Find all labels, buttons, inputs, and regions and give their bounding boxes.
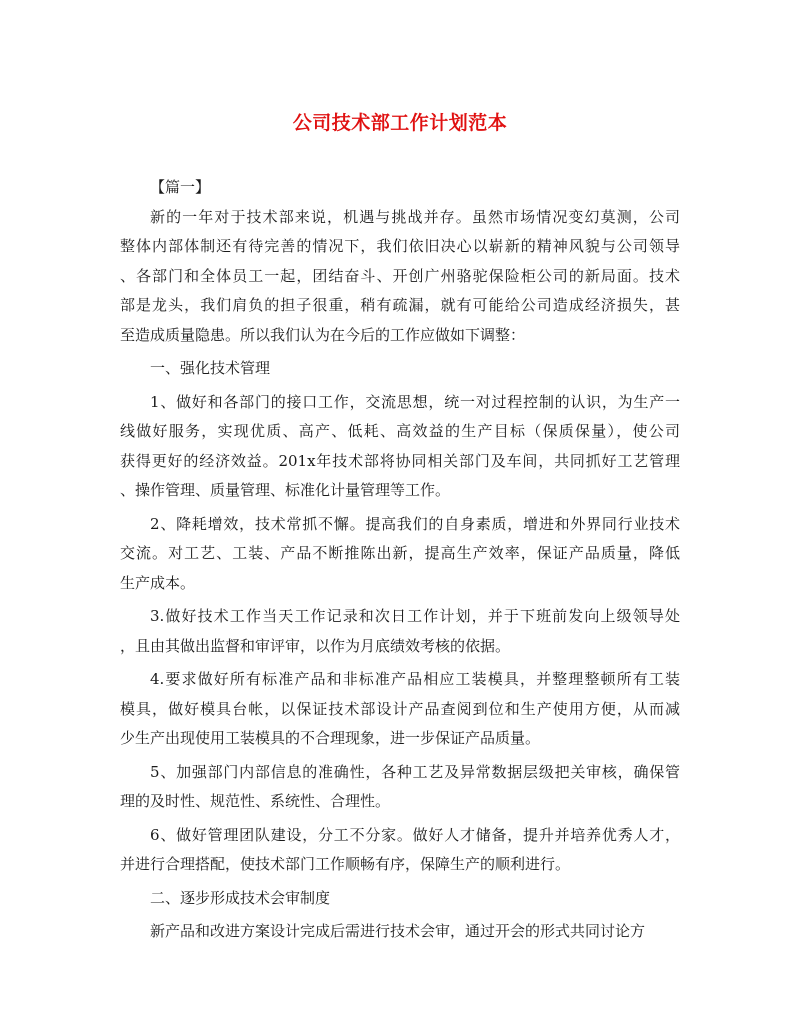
document-body bbox=[120, 173, 680, 951]
paragraph bbox=[120, 203, 680, 351]
paragraph-line: 二、逐步形成技术会审制度 bbox=[150, 888, 331, 907]
paragraph bbox=[120, 602, 680, 661]
paragraph-line: 并进行合理搭配，使技术部门工作顺畅有序，保障生产的顺利进行。 bbox=[120, 855, 571, 873]
paragraph bbox=[120, 884, 680, 914]
paragraph-line: 3.做好技术工作当天工作记录和次日工作计划，并于下班前发向上级领导处 bbox=[150, 607, 680, 625]
paragraph bbox=[120, 388, 680, 506]
paragraph-line: 模具，做好模具台帐，以保证技术部设计产品查阅到位和生产使用方便，从而减 bbox=[120, 699, 680, 718]
paragraph-line: 至造成质量隐患。所以我们认为在今后的工作应做如下调整： bbox=[120, 325, 526, 344]
paragraph-line: 4.要求做好所有标准产品和非标准产品相应工装模具，并整理整顿所有工装 bbox=[150, 670, 680, 688]
paragraph-line: ，且由其做出监督和审评审，以作为月底绩效考核的依据。 bbox=[120, 636, 511, 655]
section-label: 【篇一】 bbox=[150, 178, 211, 196]
paragraph bbox=[120, 510, 680, 599]
paragraph-line: 整体内部体制还有待完善的情况下，我们依旧决心以崭新的精神风貌与公司领导 bbox=[120, 237, 680, 255]
paragraph-line: 1、做好和各部门的接口工作，交流思想，统一对过程控制的认识，为生产一 bbox=[150, 392, 680, 411]
paragraph-list bbox=[120, 203, 680, 951]
paragraph-line: 部是龙头，我们肩负的担子很重，稍有疏漏，就有可能给公司造成经济损失，甚 bbox=[120, 296, 680, 314]
paragraph-line: 少生产出现使用工装模具的不合理现象，进一步保证产品质量。 bbox=[120, 729, 541, 747]
paragraph-line: 理的及时性、规范性、系统性、合理性。 bbox=[120, 792, 391, 810]
paragraph bbox=[120, 665, 680, 754]
paragraph-line: 获得更好的经济效益。201x年技术部将协同相关部门及车间，共同抓好工艺管理 bbox=[120, 451, 680, 470]
paragraph bbox=[120, 821, 680, 880]
paragraph bbox=[120, 758, 680, 817]
paragraph bbox=[120, 354, 680, 384]
paragraph-line: 交流。对工艺、工装、产品不断推陈出新，提高生产效率，保证产品质量，降低 bbox=[120, 544, 680, 562]
paragraph-line: 2、降耗增效，技术常抓不懈。提高我们的自身素质，增进和外界同行业技术 bbox=[150, 514, 680, 533]
paragraph-line: 生产成本。 bbox=[120, 573, 196, 592]
paragraph bbox=[120, 917, 680, 947]
paragraph-line: 新的一年对于技术部来说，机遇与挑战并存。虽然市场情况变幻莫测，公司 bbox=[150, 207, 680, 226]
paragraph-line: 、操作管理、质量管理、标准化计量管理等工作。 bbox=[120, 481, 451, 499]
paragraph-line: 6、做好管理团队建设，分工不分家。做好人才储备，提升并培养优秀人才， bbox=[150, 825, 680, 844]
paragraph-line: 新产品和改进方案设计完成后需进行技术会审，通过开会的形式共同讨论方 bbox=[150, 922, 646, 940]
paragraph-line: 线做好服务，实现优质、高产、低耗、高效益的生产目标（保质保量），使公司 bbox=[120, 422, 680, 440]
paragraph-line: 5、加强部门内部信息的准确性，各种工艺及异常数据层级把关审核，确保管 bbox=[150, 762, 680, 781]
paragraph-line: 一、强化技术管理 bbox=[150, 359, 271, 377]
paragraph-line: 、各部门和全体员工一起，团结奋斗、开创广州骆驼保险柜公司的新局面。技术 bbox=[120, 266, 680, 285]
document-title: 公司技术部工作计划范本 bbox=[292, 112, 508, 134]
